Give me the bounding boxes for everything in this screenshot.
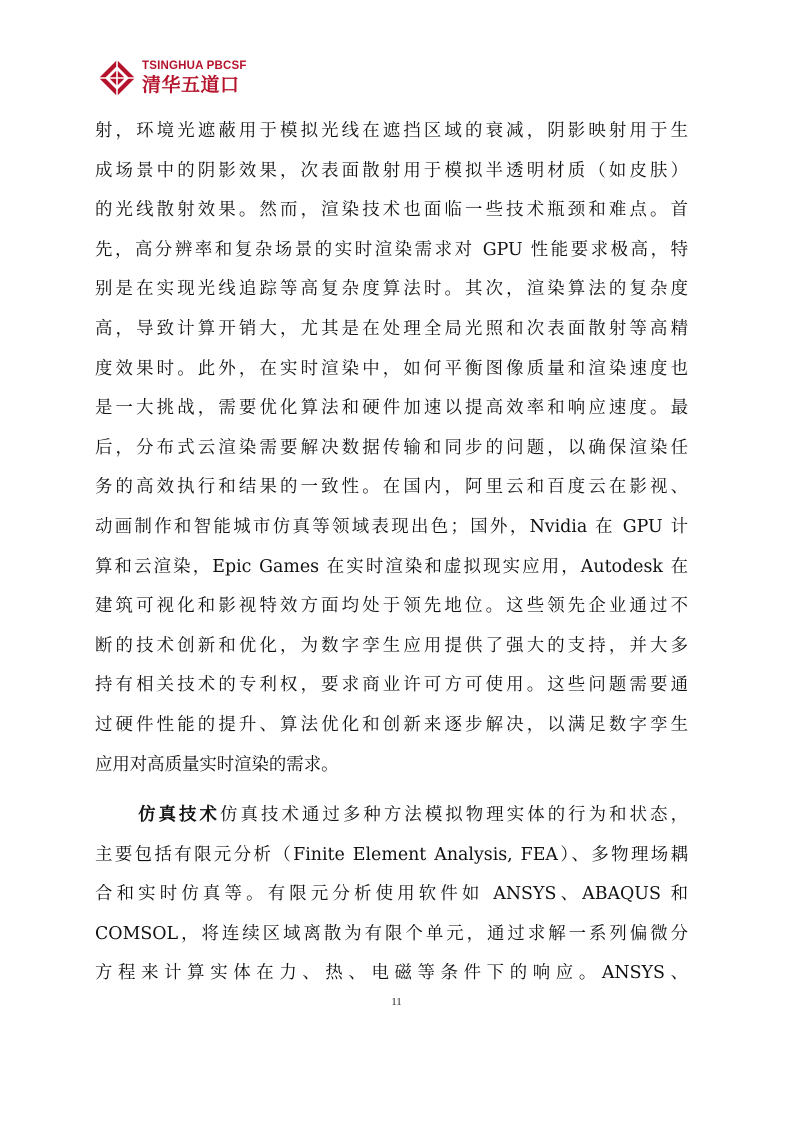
paragraph-spacer	[95, 785, 688, 796]
text-line: 务的高效执行和结果的一致性。在国内，阿里云和百度云在影视、	[95, 477, 688, 498]
text-line: 合和实时仿真等。有限元分析使用软件如 ANSYS、ABAQUS 和	[95, 884, 688, 905]
logo-english-name: TSINGHUA PBCSF	[142, 60, 247, 73]
text-line: 射，环境光遮蔽用于模拟光线在遮挡区域的衰减，阴影映射用于生	[95, 121, 688, 141]
page-number: 11	[391, 996, 402, 1008]
text-line: 断的技术创新和优化，为数字孪生应用提供了强大的支持，并大多	[95, 635, 688, 656]
text-run: 仿真技术通过多种方法模拟物理实体的行为和状态，	[220, 805, 688, 826]
text-line: 度效果时。此外，在实时渲染中，如何平衡图像质量和渲染速度也	[95, 358, 688, 379]
text-line: 方程来计算实体在力、热、电磁等条件下的响应。ANSYS、	[95, 963, 688, 984]
text-line: 主要包括有限元分析（Finite Element Analysis, FEA）、多物理场耦	[95, 844, 688, 865]
text-line: 过硬件性能的提升、算法优化和创新来逐步解决，以满足数字孪生	[95, 714, 688, 735]
document-body	[95, 112, 688, 994]
text-line: 是一大挑战，需要优化算法和硬件加速以提高效率和响应速度。最	[95, 398, 688, 419]
logo-text	[142, 61, 247, 95]
text-line: 的光线散射效果。然而，渲染技术也面临一些技术瓶颈和难点。首	[95, 200, 688, 221]
text-line: 成场景中的阴影效果，次表面散射用于模拟半透明材质（如皮肤）	[95, 160, 688, 181]
text-line: 高，导致计算开销大，尤其是在处理全局光照和次表面散射等高精	[95, 318, 688, 339]
paragraph-simulation	[95, 796, 688, 994]
header-logo	[97, 56, 247, 100]
text-line: 别是在实现光线追踪等高复杂度算法时。其次，渲染算法的复杂度	[95, 279, 688, 300]
tsinghua-pbcsf-logo-icon	[97, 58, 137, 98]
text-line: 算和云渲染，Epic Games 在实时渲染和虚拟现实应用，Autodesk 在	[95, 556, 688, 577]
text-line-first	[95, 796, 688, 836]
text-line: 动画制作和智能城市仿真等领域表现出色；国外，Nvidia 在 GPU 计	[95, 516, 688, 537]
text-line: 后，分布式云渲染需要解决数据传输和同步的问题，以确保渲染任	[95, 437, 688, 458]
text-line: 持有相关技术的专利权，要求商业许可方可使用。这些问题需要通	[95, 675, 688, 696]
section-term: 仿真技术	[135, 805, 221, 826]
logo-chinese-name: 清华五道口	[142, 73, 240, 96]
text-line: 先，高分辨率和复杂场景的实时渲染需求对 GPU 性能要求极高，特	[95, 239, 688, 260]
text-line: 建筑可视化和影视特效方面均处于领先地位。这些领先企业通过不	[95, 596, 688, 617]
text-line: COMSOL，将连续区域离散为有限个单元，通过求解一系列偏微分	[95, 923, 688, 944]
paragraph-rendering	[95, 112, 688, 785]
text-line: 应用对高质量实时渲染的需求。	[95, 754, 339, 775]
